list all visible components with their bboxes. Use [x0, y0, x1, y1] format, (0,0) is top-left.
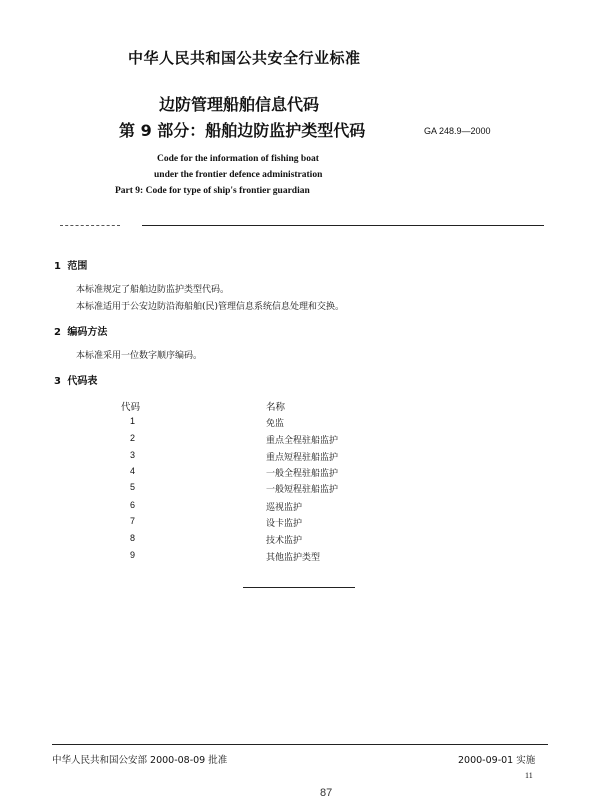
table-row-name: 一般全程驻船监护 — [266, 469, 339, 479]
page-number: 11 — [525, 771, 533, 780]
table-row-code: 2 — [130, 433, 136, 443]
section-1-number: 1 — [54, 261, 61, 272]
header-divider-left — [60, 225, 120, 226]
table-row-name: 巡视监护 — [266, 503, 303, 513]
table-row-code: 8 — [130, 533, 136, 543]
table-row-name: 设卡监护 — [266, 519, 303, 529]
section-2-title: 编码方法 — [67, 327, 108, 338]
end-of-standard-rule — [243, 587, 355, 588]
approval-line: 中华人民共和国公安部 2000-08-09 批准 — [52, 755, 228, 766]
title-line-2: 第 9 部分：船舶边防监护类型代码 — [119, 121, 366, 140]
footer-divider — [52, 744, 548, 745]
table-row-name: 重点短程驻船监护 — [266, 453, 339, 463]
table-row-code: 3 — [130, 450, 136, 460]
section-2-heading — [54, 323, 107, 338]
table-row-code: 9 — [130, 550, 136, 560]
table-row-name: 其他监护类型 — [266, 553, 321, 563]
section-1-para-1: 本标准规定了船舶边防监护类型代码。 — [76, 285, 230, 295]
section-2-number: 2 — [54, 327, 61, 338]
table-row-code: 5 — [130, 482, 136, 492]
title-line-1: 边防管理船舶信息代码 — [159, 95, 320, 114]
english-title-line-2: under the frontier defence administration — [154, 170, 323, 180]
section-2-para-1: 本标准采用一位数字顺序编码。 — [76, 351, 203, 361]
issuing-agency: 中华人民共和国公共安全行业标准 — [128, 49, 361, 67]
table-header-code: 代码 — [121, 402, 141, 413]
table-row-code: 7 — [130, 516, 136, 526]
table-row-code: 1 — [130, 416, 136, 426]
table-row-name: 免监 — [266, 419, 285, 429]
section-3-heading — [54, 372, 97, 387]
table-row-code: 6 — [130, 500, 136, 510]
table-row-code: 4 — [130, 466, 136, 476]
table-row-name: 重点全程驻船监护 — [266, 436, 339, 446]
standard-number: GA 248.9—2000 — [424, 126, 491, 136]
english-title-line-1: Code for the information of fishing boat — [157, 154, 319, 164]
effective-date: 2000-09-01 实施 — [458, 755, 536, 766]
section-3-number: 3 — [54, 376, 61, 387]
section-1-para-2: 本标准适用于公安边防沿海船舶(民)管理信息系统信息处理和交换。 — [76, 302, 345, 312]
section-3-title: 代码表 — [67, 376, 98, 387]
table-row-name: 一般短程驻船监护 — [266, 485, 339, 495]
page-edge-scrap-text: 87 — [320, 787, 333, 799]
header-divider — [142, 225, 544, 226]
table-row-name: 技术监护 — [266, 536, 303, 546]
section-1-title: 范围 — [67, 261, 88, 272]
section-1-heading — [54, 257, 87, 272]
english-title-line-3: Part 9: Code for type of ship's frontier guardian — [115, 186, 310, 196]
table-header-name: 名称 — [266, 402, 286, 413]
